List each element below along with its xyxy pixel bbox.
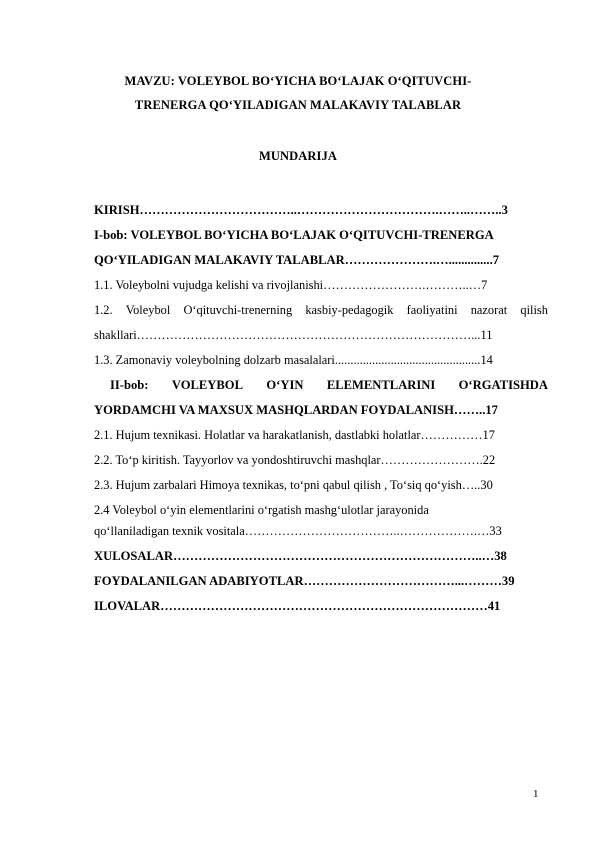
toc-entry-section-1-2-line-2: shakllari………………………………………………………………………...11: [94, 328, 493, 342]
toc-word: 1.2.: [94, 303, 113, 317]
toc-entry-section-1-1: 1.1. Voleybolni vujudga kelishi va rivojlanishi…………………….………..…7: [94, 278, 488, 292]
toc-entry-section-2-4-line-2: qo‘llaniladigan texnik vositala………………………………..……………….…33: [94, 524, 502, 538]
toc-entry-chapter-1-line-2: QO‘YILADIGAN MALAKAVIY TALABLAR………………….…..............7: [94, 253, 500, 267]
toc-word: qilish: [520, 303, 548, 317]
toc-word: kasbiy-pedagogik: [305, 303, 394, 317]
toc-word: ELEMENTLARINI: [326, 378, 436, 392]
document-title-line-1: MAVZU: VOLEYBOL BO‘YICHA BO‘LAJAK O‘QITUVCHI-: [124, 74, 472, 88]
toc-entry-chapter-2-line-2: YORDAMCHI VA MAXSUX MASHQLARDAN FOYDALANISH……..17: [94, 403, 498, 417]
toc-entry-section-1-2-line-1: [94, 301, 548, 319]
toc-entry-chapter-1-line-1: I-bob: VOLEYBOL BO‘YICHA BO‘LAJAK O‘QITUVCHI-TRENERGA: [94, 228, 494, 242]
toc-entry-section-2-2: 2.2. To‘p kiritish. Tayyorlov va yondoshtiruvchi mashqlar…………………….22: [94, 453, 496, 467]
page-number: 1: [533, 788, 539, 800]
toc-entry-section-1-3: 1.3. Zamonaviy voleybolning dolzarb masalalari...............................................14: [94, 353, 493, 367]
toc-word: O‘YIN: [266, 378, 304, 392]
contents-heading: MUNDARIJA: [259, 149, 337, 163]
toc-entry-xulosalar: XULOSALAR………………………………………………………………..…38: [94, 549, 507, 563]
toc-word: faoliyatini: [406, 303, 458, 317]
toc-entry-ilovalar: ILOVALAR……………………………………………………………………41: [94, 599, 501, 613]
toc-entry-section-2-1: 2.1. Hujum texnikasi. Holatlar va harakatlanish, dastlabki holatlar……………17: [94, 428, 495, 442]
toc-word: VOLEYBOL: [171, 378, 243, 392]
toc-entry-foydalanilgan-adabiyotlar: FOYDALANILGAN ADABIYOTLAR………………………………...………39: [94, 574, 515, 588]
toc-entry-kirish: KIRISH………………………………..…………………………….……..……..3: [94, 203, 508, 217]
toc-word: O‘qituvchi-trenerning: [183, 303, 293, 317]
toc-word: II-bob:: [110, 378, 149, 392]
toc-entry-chapter-2-line-1: [110, 376, 548, 394]
toc-entry-section-2-4-line-1: 2.4 Voleybol o‘yin elementlarini o‘rgatish mashg‘ulotlar jarayonida: [94, 503, 429, 517]
toc-word: Voleybol: [125, 303, 171, 317]
toc-word: O‘RGATISHDA: [458, 378, 548, 392]
toc-entry-section-2-3: 2.3. Hujum zarbalari Himoya texnikas, to‘pni qabul qilish , To‘siq qo‘yish…..30: [94, 478, 493, 492]
toc-word: nazorat: [470, 303, 508, 317]
document-title-line-2: TRENERGA QO‘YILADIGAN MALAKAVIY TALABLAR: [134, 98, 462, 112]
